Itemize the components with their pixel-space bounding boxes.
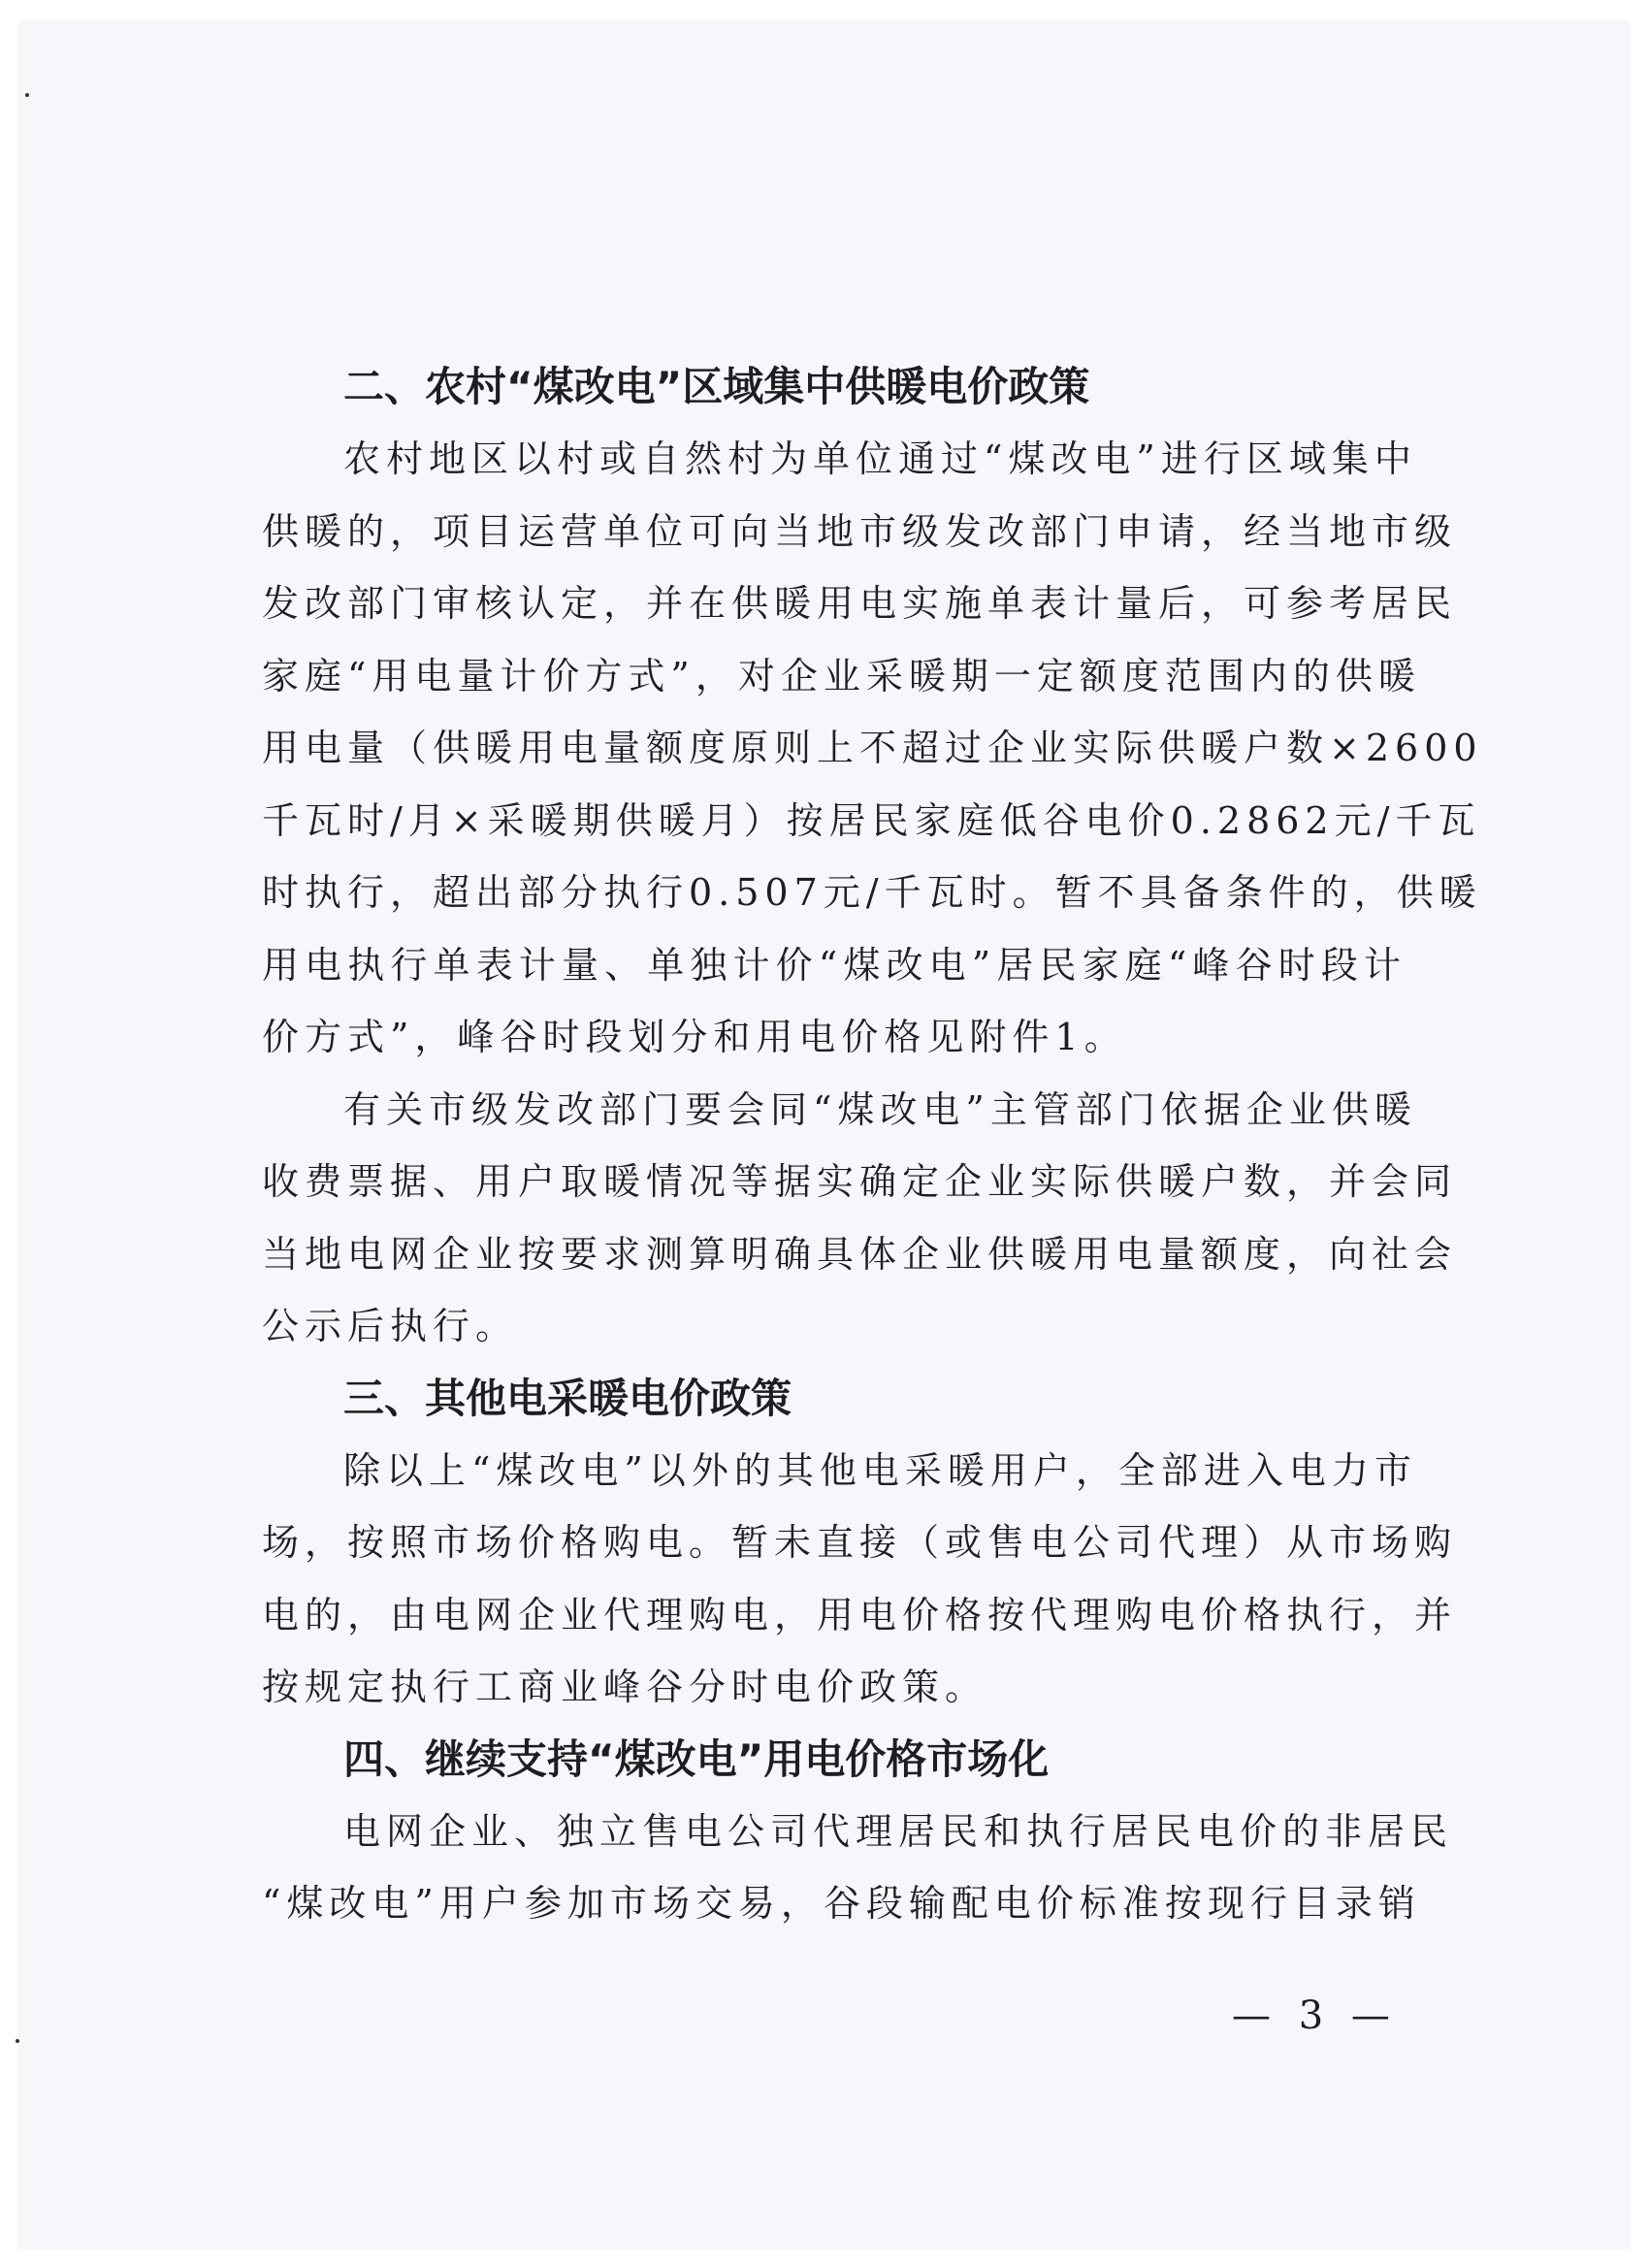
- document-body: [262, 351, 1483, 1940]
- text-line: 有关市级发改部门要会同“煤改电”主管部门依据企业供暖: [343, 1087, 1417, 1131]
- text-line: 时执行，超出部分执行0.507元/千瓦时。暂不具备条件的，供暖: [262, 871, 1482, 914]
- section-heading-3: 三、其他电采暖电价政策: [343, 1374, 792, 1422]
- text-line: 当地电网企业按要求测算明确具体企业供暖用电量额度，向社会: [262, 1232, 1458, 1276]
- section-3-paragraph-1: [262, 1435, 1458, 1724]
- section-2-paragraph-1: [262, 423, 1483, 1074]
- text-line: 公示后执行。: [262, 1305, 519, 1347]
- text-line: 收费票据、用户取暖情况等据实确定企业实际供暖户数，并会同: [262, 1160, 1458, 1203]
- text-line: 按规定执行工商业峰谷分时电价政策。: [262, 1666, 988, 1708]
- text-line: 电网企业、独立售电公司代理居民和执行居民电价的非居民: [343, 1809, 1454, 1853]
- text-line: 供暖的，项目运营单位可向当地市级发改部门申请，经当地市级: [262, 509, 1458, 553]
- text-line: 发改部门审核认定，并在供暖用电实施单表计量后，可参考居民: [262, 582, 1458, 625]
- text-line: 农村地区以村或自然村为单位通过“煤改电”进行区域集中: [343, 437, 1417, 480]
- text-line: 场，按照市场价格购电。暂未直接（或售电公司代理）从市场购: [262, 1521, 1458, 1564]
- text-line: “煤改电”用户参加市场交易，谷段输配电价标准按现行目录销: [262, 1882, 1421, 1925]
- text-line: 用电执行单表计量、单独计价“煤改电”居民家庭“峰谷时段计: [262, 943, 1406, 987]
- text-line: 除以上“煤改电”以外的其他电采暖用户，全部进入电力市: [343, 1448, 1417, 1492]
- page-number: — 3 —: [1232, 1993, 1398, 2038]
- text-line: 用电量（供暖用电量额度原则上不超过企业实际供暖户数×2600: [262, 727, 1483, 769]
- section-2-paragraph-2: [262, 1074, 1458, 1363]
- text-line: 家庭“用电量计价方式”，对企业采暖期一定额度范围内的供暖: [262, 654, 1421, 697]
- section-4-paragraph-1: [262, 1796, 1454, 1940]
- text-line: 电的，由电网企业代理购电，用电价格按代理购电价格执行，并: [262, 1593, 1458, 1636]
- text-line: 千瓦时/月×采暖期供暖月）按居民家庭低谷电价0.2862元/千瓦: [262, 798, 1481, 842]
- text-line: 价方式”，峰谷时段划分和用电价格见附件1。: [262, 1016, 1127, 1058]
- section-heading-4: 四、继续支持“煤改电”用电价格市场化: [343, 1734, 1050, 1783]
- scan-speck: [25, 93, 29, 97]
- section-heading-2: 二、农村“煤改电”区域集中供暖电价政策: [343, 363, 1090, 410]
- scan-speck: [16, 2039, 19, 2043]
